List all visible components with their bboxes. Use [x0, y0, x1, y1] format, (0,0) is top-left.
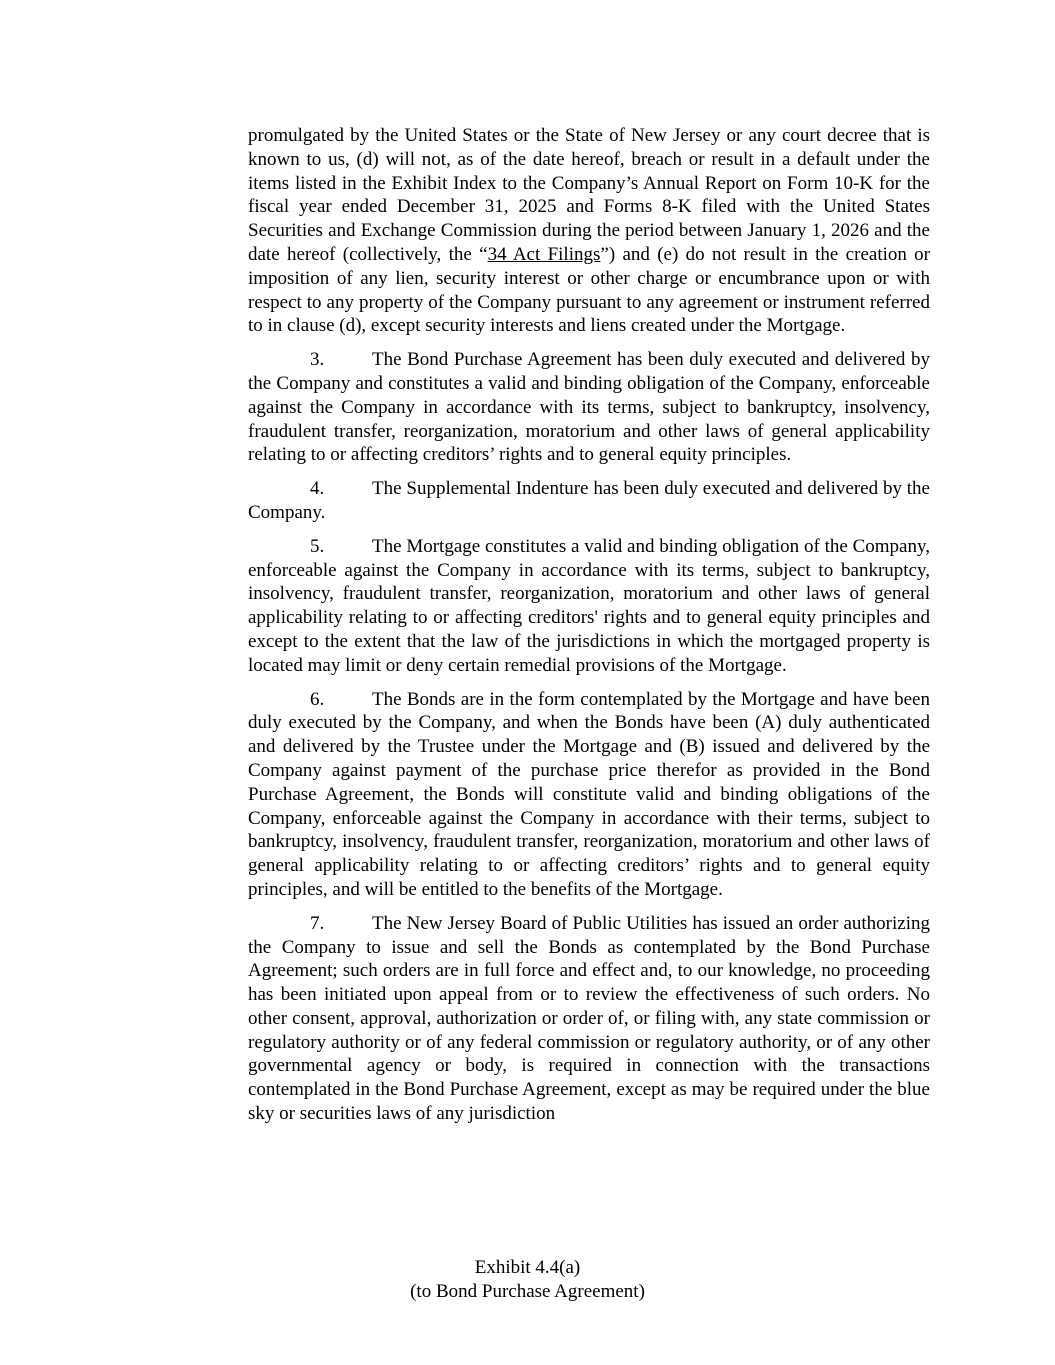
- paragraph-intro: [248, 124, 930, 338]
- footer-exhibit-label: Exhibit 4.4(a): [474, 1257, 581, 1278]
- footer-exhibit-subtitle: (to Bond Purchase Agreement): [410, 1281, 645, 1302]
- paragraph-5: [248, 535, 930, 678]
- paragraph-number: 3.: [310, 349, 325, 371]
- paragraph-text: The Supplemental Indenture has been duly executed and delivered by the Company.: [248, 478, 930, 523]
- paragraph-number: 6.: [310, 688, 325, 710]
- defined-term-34-act-filings: 34 Act Filings: [487, 243, 601, 265]
- intro-text-after: ”) and (e) do not result in the creation or imposition of any lien, security interest or other charge or encumbrance upon or with respect to any property of the Company pursuant to any agreement or instrument referred to in clause (d), except security interests and liens created under the Mortgage.: [248, 243, 931, 337]
- paragraph-6: [248, 688, 930, 902]
- paragraph-text: The Bond Purchase Agreement has been duly executed and delivered by the Company and constitutes a valid and binding obligation of the Company, enforceable against the Company in accordance with its terms, subject to bankruptcy, insolvency, fraudulent transfer, reorganization, moratorium and other laws of general applicability relating to or affecting creditors’ rights and to general equity principles.: [248, 349, 930, 466]
- paragraph-7: [248, 912, 930, 1126]
- paragraph-number: 5.: [310, 535, 325, 557]
- paragraph-text: The Bonds are in the form contemplated by the Mortgage and have been duly executed by the Company, and when the Bonds have been (A) duly authenticated and delivered by the Trustee under the Mortgage and (B) issued and delivered by the Company against payment of the purchase price therefor as provided in the Bond Purchase Agreement, the Bonds will constitute valid and binding obligations of the Company, enforceable against the Company in accordance with their terms, subject to bankruptcy, insolvency, fraudulent transfer, reorganization, moratorium and other laws of general applicability relating to or affecting creditors’ rights and to general equity principles, and will be entitled to the benefits of the Mortgage.: [248, 688, 930, 900]
- paragraph-3: [248, 348, 930, 467]
- page-footer: [0, 1256, 1055, 1304]
- paragraph-text: The New Jersey Board of Public Utilities has issued an order authorizing the Company to issue and sell the Bonds as contemplated by the Bond Purchase Agreement; such orders are in full force and effect and, to our knowledge, no proceeding has been initiated upon appeal from or to review the effectiveness of such orders. No other consent, approval, authorization or order of, or filing with, any state commission or regulatory authority or of any federal commission or regulatory authority, or of any other governmental agency or body, is required in connection with the transactions contemplated in the Bond Purchase Agreement, except as may be required under the blue sky or securities laws of any jurisdiction: [248, 912, 930, 1125]
- paragraph-number: 7.: [310, 912, 325, 934]
- intro-text-before: promulgated by the United States or the State of New Jersey or any court decree that is known to us, (d) will not, as of the date hereof, breach or result in a default under the items listed in the Exhibit Index to the Company’s Annual Report on Form 10-K for the fiscal year ended December 31, 2025 and Forms 8-K filed with the United States Securities and Exchange Commission during the period between January 1, 2026 and the date hereof (collectively, the “: [248, 125, 930, 265]
- document-body: [248, 124, 930, 1136]
- paragraph-4: [248, 477, 930, 525]
- paragraph-number: 4.: [310, 478, 325, 500]
- paragraph-text: The Mortgage constitutes a valid and binding obligation of the Company, enforceable against the Company in accordance with its terms, subject to bankruptcy, insolvency, fraudulent transfer, reorganization, moratorium and other laws of general applicability relating to or affecting creditors' rights and to general equity principles and except to the extent that the law of the jurisdictions in which the mortgaged property is located may limit or deny certain remedial provisions of the Mortgage.: [248, 535, 930, 676]
